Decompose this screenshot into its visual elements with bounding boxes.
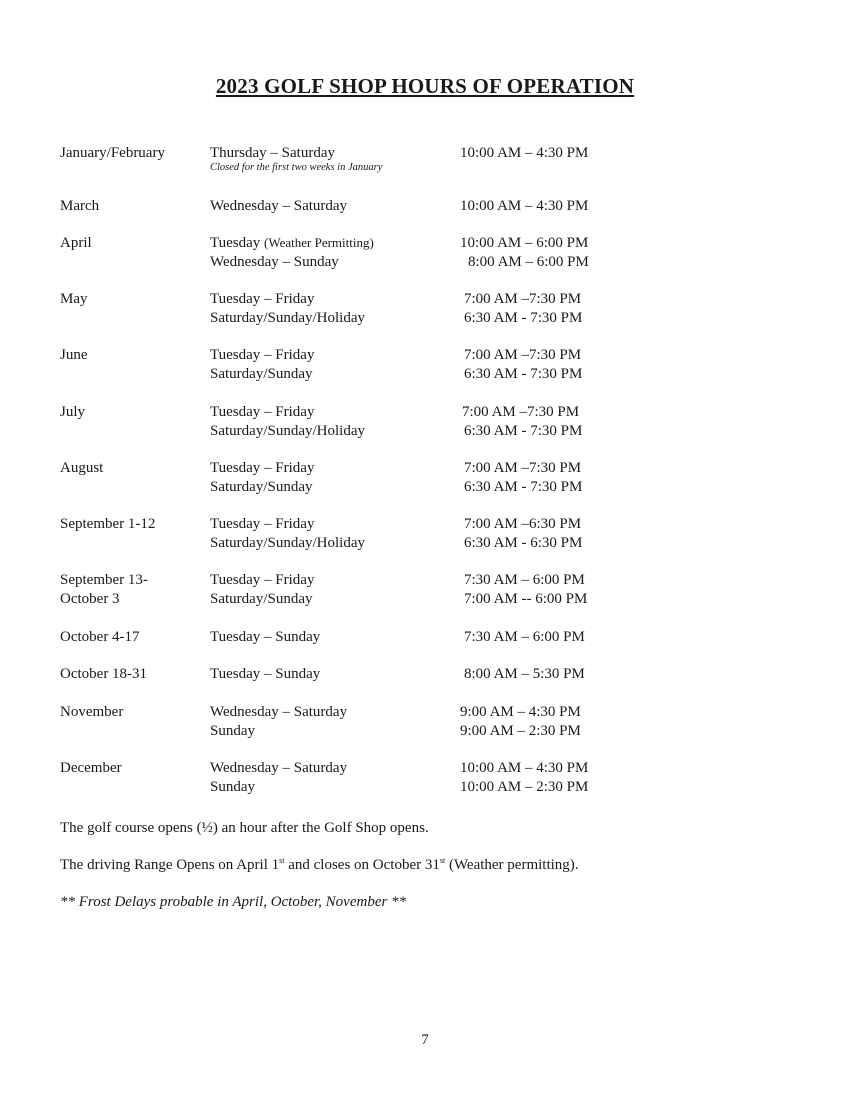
- month-label: November: [60, 704, 124, 720]
- days-label: Tuesday – Sunday: [210, 666, 321, 682]
- days-label: Tuesday – Friday: [210, 516, 315, 532]
- days-label: Saturday/Sunday/Holiday: [210, 310, 365, 326]
- days-label: Wednesday – Saturday: [210, 198, 348, 214]
- hours-label: 6:30 AM - 7:30 PM: [464, 479, 583, 495]
- month-label: September 1-12: [60, 516, 156, 532]
- days-label: Sunday: [210, 723, 255, 739]
- days-label: Thursday – Saturday: [210, 145, 335, 161]
- hours-row: [0, 233, 850, 253]
- hours-label: 7:00 AM –7:30 PM: [462, 404, 580, 420]
- days-label: Tuesday – Friday: [210, 572, 315, 588]
- hours-row: [0, 702, 850, 722]
- hours-row: [0, 758, 850, 778]
- hours-row: [0, 196, 850, 216]
- hours-label: 10:00 AM – 6:00 PM: [460, 235, 589, 251]
- days-text: Tuesday: [210, 235, 261, 251]
- ordinal-suffix: st: [279, 856, 285, 865]
- driving-range-note: [60, 855, 579, 875]
- days-label: Saturday/Sunday: [210, 479, 313, 495]
- page-title: 2023 GOLF SHOP HOURS OF OPERATION: [215, 74, 635, 98]
- range-text-3: (Weather permitting).: [445, 857, 579, 873]
- hours-row: [0, 589, 850, 609]
- hours-label: 6:30 AM - 7:30 PM: [464, 366, 583, 382]
- month-label: December: [60, 760, 122, 776]
- days-label: Wednesday – Sunday: [210, 254, 339, 270]
- days-label: Tuesday – Friday: [210, 347, 315, 363]
- range-text-1: The driving Range Opens on April 1: [60, 857, 280, 873]
- hours-row: [0, 514, 850, 534]
- days-label: Saturday/Sunday/Holiday: [210, 535, 365, 551]
- days-label: Saturday/Sunday: [210, 366, 313, 382]
- days-label: Saturday/Sunday: [210, 591, 313, 607]
- hours-row: [0, 477, 850, 497]
- hours-label: 7:00 AM –7:30 PM: [464, 347, 582, 363]
- hours-row: [0, 252, 850, 272]
- hours-label: 7:00 AM –7:30 PM: [464, 460, 582, 476]
- month-label: October 18-31: [60, 666, 148, 682]
- hours-label: 6:30 AM - 7:30 PM: [464, 423, 583, 439]
- hours-label: 9:00 AM – 4:30 PM: [460, 704, 581, 720]
- hours-label: 7:00 AM –7:30 PM: [464, 291, 582, 307]
- month-label: September 13-: [60, 572, 148, 588]
- hours-row: [0, 289, 850, 309]
- month-label: May: [60, 291, 88, 307]
- hours-row: [0, 308, 850, 328]
- hours-row: [0, 345, 850, 365]
- hours-label: 10:00 AM – 2:30 PM: [460, 779, 589, 795]
- hours-row: [0, 402, 850, 422]
- hours-row: [0, 627, 850, 647]
- hours-label: 10:00 AM – 4:30 PM: [460, 760, 589, 776]
- month-label: January/February: [60, 145, 165, 161]
- hours-label: 6:30 AM - 6:30 PM: [464, 535, 583, 551]
- hours-row: [0, 533, 850, 553]
- month-label: March: [60, 198, 100, 214]
- hours-row: [0, 143, 850, 163]
- month-label: April: [60, 235, 92, 251]
- ordinal-suffix: st: [439, 856, 446, 865]
- weather-permitting-note: (Weather Permitting): [264, 235, 374, 250]
- month-label: July: [60, 404, 86, 420]
- range-text-2: and closes on October 31: [284, 857, 440, 873]
- days-label: Saturday/Sunday/Holiday: [210, 423, 365, 439]
- month-label: October 4-17: [60, 629, 140, 645]
- month-label: August: [60, 460, 104, 476]
- days-label: Sunday: [210, 779, 255, 795]
- hours-label: 7:30 AM – 6:00 PM: [464, 572, 585, 588]
- days-label: Tuesday – Friday: [210, 460, 315, 476]
- days-label: [210, 233, 374, 253]
- days-label: Wednesday – Saturday: [210, 760, 348, 776]
- frost-delay-note: ** Frost Delays probable in April, October, November **: [60, 894, 407, 910]
- days-label: Tuesday – Sunday: [210, 629, 321, 645]
- january-closure-note: Closed for the first two weeks in January: [210, 162, 383, 173]
- hours-label: 10:00 AM – 4:30 PM: [460, 145, 589, 161]
- hours-row: [0, 570, 850, 590]
- hours-label: 8:00 AM – 6:00 PM: [468, 254, 589, 270]
- days-label: Tuesday – Friday: [210, 291, 315, 307]
- hours-row: [0, 364, 850, 384]
- hours-row: [0, 721, 850, 741]
- hours-label: 10:00 AM – 4:30 PM: [460, 198, 589, 214]
- hours-row: [0, 777, 850, 797]
- month-label: June: [60, 347, 88, 363]
- hours-row: [0, 458, 850, 478]
- days-label: Wednesday – Saturday: [210, 704, 348, 720]
- course-opening-note: The golf course opens (½) an hour after the Golf Shop opens.: [60, 820, 429, 836]
- hours-row: [0, 421, 850, 441]
- hours-label: 7:00 AM -- 6:00 PM: [464, 591, 588, 607]
- hours-label: 9:00 AM – 2:30 PM: [460, 723, 581, 739]
- days-label: Tuesday – Friday: [210, 404, 315, 420]
- hours-label: 7:00 AM –6:30 PM: [464, 516, 582, 532]
- hours-label: 6:30 AM - 7:30 PM: [464, 310, 583, 326]
- hours-row: [0, 664, 850, 684]
- month-label: October 3: [60, 591, 120, 607]
- hours-label: 7:30 AM – 6:00 PM: [464, 629, 585, 645]
- hours-label: 8:00 AM – 5:30 PM: [464, 666, 585, 682]
- page-number: 7: [421, 1032, 429, 1048]
